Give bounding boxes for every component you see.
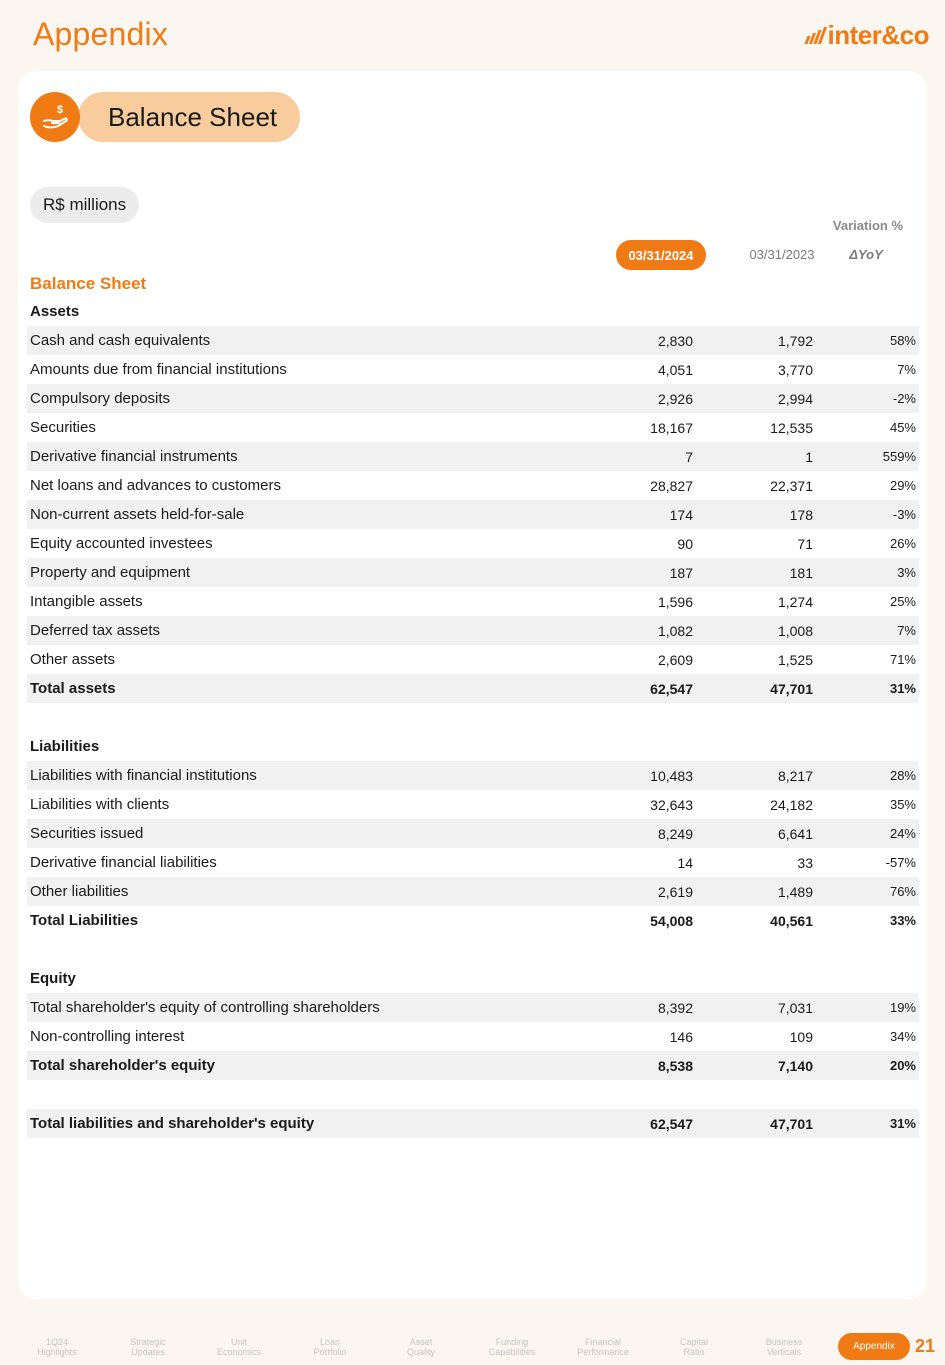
row-label: Net loans and advances to customers — [30, 477, 281, 494]
row-value-v1: 54,008 — [650, 912, 693, 929]
row-label: Other assets — [30, 651, 116, 668]
row-value-v1: 4,051 — [657, 361, 693, 378]
row-value-v1: 8,538 — [657, 1057, 693, 1074]
row-value-v1: 28,827 — [650, 477, 693, 494]
nav-item-line2: Quality — [406, 1347, 435, 1357]
row-value-v3: 35% — [889, 797, 916, 812]
table-row — [27, 674, 919, 703]
section-title: Balance Sheet — [78, 92, 300, 142]
footer-nav — [0, 1330, 945, 1365]
variation-label: Variation % — [832, 218, 903, 233]
nav-item-line1: Strategic — [130, 1337, 166, 1347]
row-value-v2: 22,371 — [770, 477, 813, 494]
row-value-v2: 7,140 — [777, 1057, 813, 1074]
table-title: Balance Sheet — [30, 274, 147, 293]
nav-item-line2: Portfolio — [313, 1347, 347, 1357]
row-value-v1: 1,596 — [657, 593, 693, 610]
row-label: Deferred tax assets — [30, 622, 161, 639]
row-label: Liabilities with clients — [30, 796, 170, 813]
row-label: Equity accounted investees — [30, 535, 213, 552]
row-value-v2: 178 — [789, 506, 813, 523]
nav-item-appendix[interactable]: Appendix — [838, 1333, 910, 1360]
logo-stripes-icon — [806, 27, 824, 44]
nav-item-line1: Funding — [495, 1337, 529, 1347]
table-row — [27, 1022, 919, 1051]
nav-item-line2: Updates — [131, 1347, 165, 1357]
nav-item-line1: Asset — [409, 1337, 433, 1347]
table-row — [27, 848, 919, 877]
row-label: Other liabilities — [30, 883, 129, 900]
row-value-v1: 2,830 — [657, 332, 693, 349]
table-row — [27, 297, 919, 326]
row-value-v1: 62,547 — [650, 1115, 693, 1132]
nav-item[interactable] — [654, 1337, 734, 1357]
content-card — [18, 71, 927, 1299]
row-value-v3: 28% — [889, 768, 916, 783]
nav-item[interactable] — [744, 1337, 824, 1357]
row-value-v2: 71 — [797, 535, 813, 552]
row-label: Compulsory deposits — [30, 390, 171, 407]
table-row — [27, 1080, 919, 1109]
table-row — [27, 558, 919, 587]
row-label: Securities — [30, 419, 96, 436]
row-value-v1: 90 — [677, 535, 693, 552]
row-value-v3: 58% — [889, 333, 916, 348]
row-value-v2: 1,008 — [777, 622, 813, 639]
table-row — [27, 790, 919, 819]
row-value-v2: 1,274 — [777, 593, 813, 610]
column-header-yoy: ΔYoY — [849, 247, 883, 262]
nav-item[interactable] — [17, 1337, 97, 1357]
section-header — [30, 92, 300, 142]
table-row — [27, 906, 919, 935]
table-row — [27, 326, 919, 355]
row-value-v2: 1 — [805, 448, 813, 465]
nav-item[interactable] — [472, 1337, 552, 1357]
table-row — [27, 993, 919, 1022]
table-row — [27, 877, 919, 906]
row-value-v3: 25% — [889, 594, 916, 609]
row-value-v2: 8,217 — [777, 767, 813, 784]
row-value-v2: 33 — [797, 854, 813, 871]
row-label: Amounts due from financial institutions — [30, 361, 287, 378]
logo-text: inter&co — [827, 20, 929, 50]
row-value-v1: 14 — [677, 854, 693, 871]
row-value-v3: 559% — [882, 449, 916, 464]
nav-item[interactable] — [108, 1337, 188, 1357]
table-row — [27, 964, 919, 993]
table-row — [27, 935, 919, 964]
nav-item-line1: Financial — [584, 1337, 622, 1347]
row-value-v1: 174 — [669, 506, 693, 523]
table-row — [27, 1051, 919, 1080]
row-value-v2: 24,182 — [770, 796, 813, 813]
nav-item-line2: Ratio — [683, 1347, 705, 1357]
page-title: Appendix — [33, 16, 169, 52]
row-value-v2: 40,561 — [770, 912, 813, 929]
row-value-v2: 1,792 — [777, 332, 813, 349]
row-value-v1: 18,167 — [650, 419, 693, 436]
row-value-v2: 181 — [789, 564, 813, 581]
row-value-v1: 8,249 — [657, 825, 693, 842]
nav-item-line1: Unit — [230, 1337, 247, 1347]
row-label: Total Liabilities — [30, 912, 139, 929]
table-row — [27, 442, 919, 471]
row-label: Cash and cash equivalents — [30, 332, 211, 349]
table-row — [27, 703, 919, 732]
nav-item-line2: Economics — [216, 1347, 261, 1357]
table-row — [27, 471, 919, 500]
table-row — [27, 761, 919, 790]
nav-item-line1: Capital — [679, 1337, 708, 1347]
nav-item[interactable] — [199, 1337, 279, 1357]
page-number: 21 — [915, 1336, 936, 1356]
table-row — [27, 645, 919, 674]
unit-badge: R$ millions — [30, 187, 139, 223]
row-value-v1: 8,392 — [657, 999, 693, 1016]
nav-item-line2: Performance — [577, 1347, 629, 1357]
table-row — [27, 732, 919, 761]
row-label: Total liabilities and shareholder's equity — [30, 1115, 315, 1132]
table-row — [27, 500, 919, 529]
row-value-v1: 1,082 — [657, 622, 693, 639]
nav-item-line1: 1Q24 — [45, 1337, 69, 1347]
nav-item[interactable] — [381, 1337, 461, 1357]
column-header-previous: 03/31/2023 — [749, 247, 815, 262]
row-value-v2: 1,525 — [777, 651, 813, 668]
nav-item-line2: Verticals — [766, 1347, 801, 1357]
nav-item-line2: Capabilities — [488, 1347, 536, 1357]
row-value-v3: 29% — [889, 478, 916, 493]
row-value-v2: 2,994 — [777, 390, 813, 407]
row-label: Liabilities with financial institutions — [30, 767, 257, 784]
table-row — [27, 616, 919, 645]
row-value-v3: 20% — [889, 1058, 916, 1073]
row-value-v1: 2,609 — [657, 651, 693, 668]
row-value-v3: 7% — [897, 362, 916, 377]
row-label: Total shareholder's equity of controlling shareholders — [30, 999, 380, 1016]
row-label: Derivative financial instruments — [30, 448, 238, 465]
row-value-v3: 31% — [889, 1116, 916, 1131]
row-value-v3: 45% — [889, 420, 916, 435]
row-value-v3: 76% — [889, 884, 916, 899]
table-row — [27, 529, 919, 558]
row-value-v2: 47,701 — [770, 680, 813, 697]
table-row — [27, 587, 919, 616]
nav-item[interactable] — [290, 1337, 370, 1357]
row-label: Property and equipment — [30, 564, 191, 581]
row-value-v3: 34% — [889, 1029, 916, 1044]
balance-sheet-table — [27, 297, 919, 1138]
company-logo — [806, 20, 929, 51]
row-label: Assets — [30, 303, 80, 320]
row-value-v1: 10,483 — [650, 767, 693, 784]
table-row — [27, 1109, 919, 1138]
row-label: Total assets — [30, 680, 116, 697]
row-value-v3: 7% — [897, 623, 916, 638]
row-value-v3: 19% — [889, 1000, 916, 1015]
row-value-v3: 26% — [889, 536, 916, 551]
row-value-v1: 62,547 — [650, 680, 693, 697]
hand-coin-icon — [30, 92, 80, 142]
row-label: Total shareholder's equity — [30, 1057, 215, 1074]
row-label: Derivative financial liabilities — [30, 854, 217, 871]
row-value-v1: 187 — [669, 564, 693, 581]
row-label: Equity — [30, 970, 76, 987]
row-label: Intangible assets — [30, 593, 143, 610]
row-value-v1: 2,926 — [657, 390, 693, 407]
column-header-current: 03/31/2024 — [616, 240, 706, 270]
row-value-v3: 24% — [889, 826, 916, 841]
row-value-v3: -2% — [892, 391, 916, 406]
row-label: Securities issued — [30, 825, 144, 842]
row-value-v3: 3% — [897, 565, 916, 580]
table-row — [27, 384, 919, 413]
row-value-v2: 1,489 — [777, 883, 813, 900]
table-row — [27, 819, 919, 848]
row-value-v3: 31% — [889, 681, 916, 696]
row-value-v2: 12,535 — [770, 419, 813, 436]
row-label: Non-controlling interest — [30, 1028, 185, 1045]
row-value-v1: 146 — [669, 1028, 693, 1045]
row-value-v3: 33% — [889, 913, 916, 928]
nav-item-line2: Highlights — [37, 1347, 77, 1357]
row-label: Liabilities — [30, 738, 100, 755]
row-value-v2: 47,701 — [770, 1115, 813, 1132]
row-value-v3: 71% — [889, 652, 916, 667]
row-value-v1: 32,643 — [650, 796, 693, 813]
row-value-v2: 6,641 — [777, 825, 813, 842]
table-row — [27, 355, 919, 384]
row-label: Non-current assets held-for-sale — [30, 506, 245, 523]
row-value-v1: 2,619 — [657, 883, 693, 900]
row-value-v2: 3,770 — [777, 361, 813, 378]
nav-item-line1: Business — [765, 1337, 803, 1347]
nav-item[interactable] — [563, 1337, 643, 1357]
row-value-v2: 7,031 — [777, 999, 813, 1016]
row-value-v1: 7 — [685, 448, 693, 465]
row-value-v3: -57% — [885, 855, 916, 870]
table-row — [27, 413, 919, 442]
svg-text:$: $ — [57, 104, 64, 116]
nav-item-line1: Loan — [319, 1337, 341, 1347]
row-value-v2: 109 — [789, 1028, 813, 1045]
row-value-v3: -3% — [892, 507, 916, 522]
